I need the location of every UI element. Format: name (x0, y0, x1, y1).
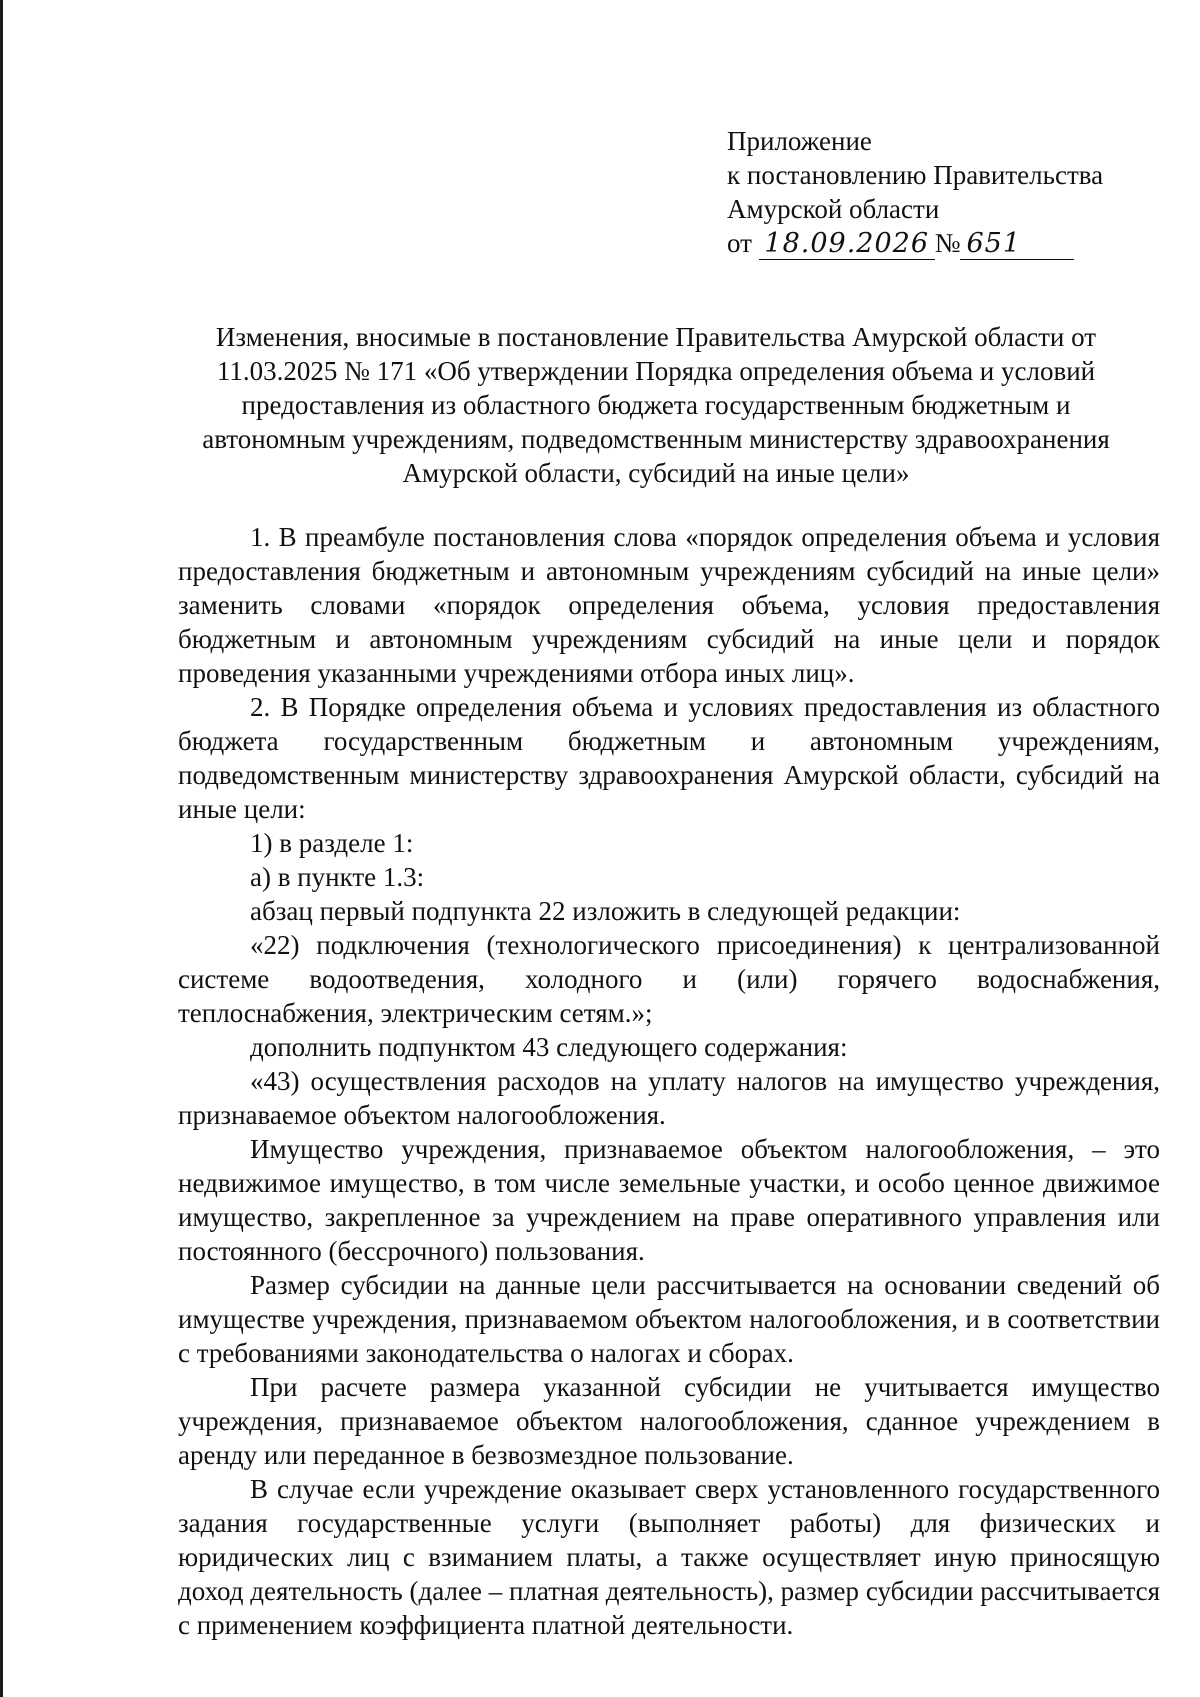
paragraph: При расчете размера указанной субсидии не учитывается имущество учреждения, признаваемое объектом налогообложения, сданное учреждением в аренду или переданное в безвозмездное пользование. (178, 1372, 1160, 1470)
paragraph: Размер субсидии на данные цели рассчитывается на основании сведений об имуществе учреждения, признаваемом объектом налогообложения, и в соответствии с требованиями законодательства о налогах и сборах. (178, 1270, 1160, 1368)
date-prefix: от (727, 228, 752, 258)
paragraph: абзац первый подпункта 22 изложить в следующей редакции: (250, 896, 961, 926)
paragraph: дополнить подпунктом 43 следующего содержания: (250, 1032, 848, 1062)
paragraph: «43) осуществления расходов на уплату налогов на имущество учреждения, признаваемое объектом налогообложения. (178, 1066, 1160, 1130)
paragraph: В случае если учреждение оказывает сверх установленного государственного задания государственные услуги (выполняет работы) для физических и юридических лиц с взиманием платы, а также осуществляет иную приносящую доход деятельность (далее – платная деятельность), размер субсидии рассчитывается с применением коэффициента платной деятельности. (178, 1474, 1160, 1640)
paragraph: а) в пункте 1.3: (250, 862, 425, 892)
number-sign: № (934, 228, 961, 258)
handwritten-date: 18.09.2026 (759, 229, 935, 260)
paragraph: 1) в разделе 1: (250, 828, 414, 858)
paragraph: «22) подключения (технологического присоединения) к централизованной системе водоотведения, холодного и (или) горячего водоснабжения, теплоснабжения, электрическим сетям.»; (178, 930, 1160, 1028)
appendix-resolution-line: к постановлению Правительства (727, 160, 1104, 190)
document-body (178, 520, 1160, 1642)
appendix-date-line (727, 226, 1103, 260)
paragraph: 2. В Порядке определения объема и условиях предоставления из областного бюджета государственным бюджетным и автономным учреждениям, подведомственным министерству здравоохранения Амурской области, субсидий на иные цели: (178, 692, 1160, 824)
paragraph: Имущество учреждения, признаваемое объектом налогообложения, – это недвижимое имущество, в том числе земельные участки, и особо ценное движимое имущество, закрепленное за учреждением на праве оперативного управления или постоянного (бессрочного) пользования. (178, 1134, 1160, 1266)
handwritten-number: 651 (960, 229, 1074, 260)
appendix-header (727, 124, 1103, 260)
scan-edge (0, 0, 3, 1697)
appendix-label: Приложение (727, 126, 872, 156)
appendix-region-line: Амурской области (727, 194, 940, 224)
paragraph: 1. В преамбуле постановления слова «порядок определения объема и условия предоставления бюджетным и автономным учреждениям субсидий на иные цели» заменить словами «порядок определения объема, условия предоставления бюджетным и автономным учреждениям субсидий на иные цели и порядок проведения указанными учреждениями отбора иных лиц». (178, 522, 1160, 688)
document-title: Изменения, вносимые в постановление Правительства Амурской области от 11.03.2025 № 171 «Об утверждении Порядка определения объема и условий предоставления из областного бюджета государственным бюджетным и автономным учреждениям, подведомственным министерству здравоохранения Амурской области, субсидий на иные цели» (202, 322, 1110, 488)
